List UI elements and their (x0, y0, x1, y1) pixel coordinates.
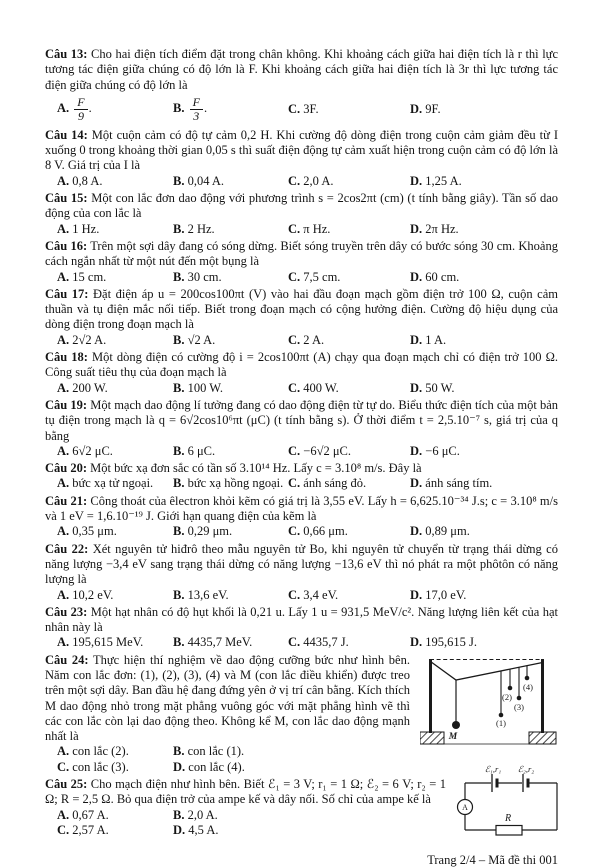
option-text: √2 A. (187, 332, 216, 347)
options-row (45, 444, 558, 459)
question-label: Câu 18: (45, 350, 88, 365)
option-key: C. (288, 524, 301, 539)
option-text: 200 W. (72, 380, 108, 395)
pendulum-4-label: (4) (523, 681, 533, 692)
option-text: con lắc (1). (187, 744, 245, 759)
question-label: Câu 23: (45, 604, 88, 619)
question-body: Một hạt nhân có độ hụt khối là 0,21 u. Lấy 1 u = 931,5 MeV/c². Năng lượng liên kết của hạt nhân này là (45, 604, 558, 635)
question-label: Câu 15: (45, 191, 88, 206)
option-d (410, 333, 558, 348)
option-key: B. (173, 221, 185, 236)
question-17 (45, 287, 558, 348)
option-c (288, 588, 410, 603)
options-row (45, 222, 558, 237)
option-key: B. (173, 587, 185, 602)
pendulum-M-label: M (448, 731, 458, 742)
question-body: Một con lắc đơn dao động với phương trình s = 2cos2πt (cm) (t tính bằng giây). Tần số dao động của con lắc là (45, 191, 558, 221)
question-label: Câu 21: (45, 493, 88, 508)
right-ground-block (529, 732, 556, 744)
option-key: B. (173, 524, 185, 539)
battery-2 (523, 774, 528, 792)
options-row (45, 174, 558, 189)
question-text (45, 128, 558, 174)
option-key: D. (410, 587, 423, 602)
pendulum-3-label: (3) (514, 701, 524, 712)
option-d (410, 381, 558, 396)
option-text: 30 cm. (187, 269, 222, 284)
option-b (173, 444, 288, 459)
option-key: D. (410, 380, 423, 395)
option-b (173, 476, 288, 491)
pendulum-experiment-figure (420, 654, 560, 749)
question-22 (45, 542, 558, 603)
option-c (288, 381, 410, 396)
option-key: B. (173, 101, 185, 116)
option-b (173, 588, 288, 603)
question-label: Câu 20: (45, 461, 88, 476)
option-text: 13,6 eV. (187, 587, 229, 602)
option-b (173, 270, 288, 285)
option-text: 1,25 A. (425, 173, 462, 188)
option-d (173, 823, 343, 838)
option-text: 60 cm. (425, 269, 460, 284)
option-text: 2,0 A. (187, 807, 218, 822)
option-text: ánh sáng tím. (425, 476, 493, 491)
question-body: Một mạch dao động lí tưởng đang có dao động điện từ tự do. Biểu thức điện tích của một bản tụ điện trong mạch là q = 6√2cos10⁶πt (μC) (t tính bằng s). Ở thời điểm t = 2,5.10⁻⁷ s, giá trị của q bằng (45, 397, 558, 443)
question-20 (45, 461, 558, 492)
question-text (45, 542, 558, 588)
option-a (57, 635, 173, 650)
options-row (45, 476, 558, 491)
option-suffix: . (203, 101, 208, 116)
option-text: con lắc (4). (188, 759, 245, 774)
pendulum-1-label: (1) (496, 717, 506, 728)
question-text (45, 494, 558, 525)
source1-label: ℰ₁,r₁ (484, 764, 502, 775)
option-b (173, 744, 343, 759)
fraction (74, 96, 87, 123)
question-body: Một bức xạ đơn sắc có tần số 3.10¹⁴ Hz. Lấy c = 3.10⁸ m/s. Đây là (90, 461, 422, 476)
option-text: 15 cm. (72, 269, 107, 284)
option-b (173, 381, 288, 396)
question-text (45, 239, 558, 270)
options-row (45, 93, 558, 126)
option-c (288, 222, 410, 237)
question-text (45, 47, 558, 93)
option-key: A. (57, 443, 70, 458)
option-text: 0,66 μm. (303, 524, 348, 539)
option-key: B. (173, 476, 185, 491)
option-key: D. (410, 101, 423, 116)
option-a (57, 270, 173, 285)
option-key: D. (410, 476, 423, 491)
option-a (57, 444, 173, 459)
option-key: C. (288, 221, 301, 236)
option-text: 2√2 A. (72, 332, 107, 347)
option-text: 7,5 cm. (303, 269, 341, 284)
option-a (57, 588, 173, 603)
option-d (410, 444, 558, 459)
option-text: 2 A. (303, 332, 325, 347)
option-c (288, 333, 410, 348)
page-footer: Trang 2/4 – Mã đề thi 001 (427, 853, 558, 868)
question-text (45, 461, 558, 476)
option-key: A. (57, 807, 70, 822)
option-b (173, 222, 288, 237)
option-d (173, 760, 343, 775)
option-text: 1 Hz. (72, 221, 100, 236)
option-key: D. (173, 759, 186, 774)
pendulum-4-bob (525, 675, 530, 680)
option-c (57, 760, 173, 775)
option-suffix: . (88, 101, 92, 116)
fraction-numerator: F (190, 96, 203, 110)
option-text: 4435,7 J. (303, 635, 349, 650)
option-key: A. (57, 635, 70, 650)
option-a (57, 381, 173, 396)
option-key: C. (288, 476, 301, 491)
option-text: 0,29 μm. (187, 524, 233, 539)
option-c (288, 524, 410, 539)
option-c (288, 102, 410, 117)
question-body: Trên một sợi dây đang có sóng dừng. Biết sóng truyền trên dây có bước sóng 30 cm. Khoảng cách ngắn nhất từ một nút đến một bụng là (45, 238, 558, 269)
question-label: Câu 24: (45, 652, 89, 667)
option-text: con lắc (2). (72, 744, 129, 759)
option-a (57, 222, 173, 237)
option-a (57, 808, 173, 823)
question-24 (45, 653, 558, 775)
fraction-denominator: 9 (77, 109, 84, 124)
option-c (288, 270, 410, 285)
option-text: 0,35 μm. (72, 524, 117, 539)
option-key: C. (57, 822, 70, 837)
pendulum-M (452, 680, 460, 729)
option-text: π Hz. (303, 221, 331, 236)
option-key: B. (173, 635, 185, 650)
option-a (57, 524, 173, 539)
option-key: A. (57, 380, 70, 395)
option-key: A. (57, 269, 70, 284)
option-key: B. (173, 443, 185, 458)
option-c (288, 476, 410, 491)
option-text: 195,615 MeV. (72, 635, 144, 650)
option-key: A. (57, 173, 70, 188)
option-key: C. (288, 101, 301, 116)
option-key: B. (173, 744, 185, 759)
option-text: con lắc (3). (72, 759, 129, 774)
question-body: Cho hai điện tích điểm đặt trong chân không. Khi khoảng cách giữa hai điện tích là r thì lực tương tác điện giữa chúng có độ lớn là F. Khi khoảng cách giữa hai điện tích là 3r thì lực tương tác điện giữa chúng có độ lớn là (45, 47, 558, 92)
option-key: B. (173, 173, 185, 188)
fraction-numerator: F (74, 96, 87, 110)
pendulum-2-bob (508, 685, 513, 690)
question-body: Cho mạch điện như hình bên. Biết ℰ₁ = 3 V; r₁ = 1 Ω; ℰ₂ = 6 V; r₂ = 1 Ω; R = 2,5 Ω. Bỏ qua điện trở của ampe kế và dây nối. Số chỉ của ampe kế là (45, 777, 446, 807)
option-key: B. (173, 332, 185, 347)
option-d (410, 524, 558, 539)
options-row (45, 270, 558, 285)
option-key: A. (57, 524, 70, 539)
option-key: C. (288, 635, 301, 650)
pendulum-2-label: (2) (502, 691, 512, 702)
option-b (173, 174, 288, 189)
option-key: B. (173, 380, 185, 395)
option-d (410, 635, 558, 650)
question-13 (45, 47, 558, 126)
option-text: 1 A. (425, 332, 447, 347)
option-text: 2 Hz. (187, 221, 215, 236)
option-a (57, 333, 173, 348)
option-key: C. (288, 380, 301, 395)
option-key: D. (410, 635, 423, 650)
option-text: 2,57 A. (72, 822, 109, 837)
option-text: 4435,7 MeV. (187, 635, 253, 650)
question-body: Đặt điện áp u = 200cos100πt (V) vào hai đầu đoạn mạch gồm điện trở 100 Ω, cuộn cảm thuần và tụ điện mắc nối tiếp. Biết trong đoạn mạch có cộng hưởng điện. Cường độ hiệu dụng của dòng điện trong đoạn mạch là (45, 286, 558, 332)
option-d (410, 588, 558, 603)
option-key: A. (57, 476, 70, 491)
question-label: Câu 25: (45, 777, 88, 792)
option-d (410, 476, 558, 491)
option-b (173, 95, 288, 123)
option-a (57, 95, 173, 123)
option-key: C. (288, 332, 301, 347)
option-text: bức xạ tử ngoại. (72, 476, 154, 491)
pendulum-4 (525, 665, 530, 680)
question-body: Thực hiện thí nghiệm về dao động cưỡng bức như hình bên. Năm con lắc đơn: (1), (2), (3), (4) và M (con lắc điều khiển) được treo trên một sợi dây. Ban đầu hệ đang đứng yên ở vị trí cân bằng. Kích thích M dao động nhỏ trong mặt phẳng vuông góc với mặt phẳng hình vẽ thì các con lắc còn lại dao động theo. Không kể M, con lắc dao động mạnh nhất là (45, 652, 410, 744)
pendulum-3 (517, 667, 522, 700)
option-text: 10,2 eV. (72, 587, 114, 602)
question-text (45, 287, 558, 333)
options-row (45, 381, 558, 396)
question-14 (45, 128, 558, 189)
question-label: Câu 14: (45, 127, 88, 142)
pendulum-3-bob (517, 695, 522, 700)
question-18 (45, 350, 558, 396)
option-d (410, 174, 558, 189)
option-d (410, 270, 558, 285)
option-a (57, 744, 173, 759)
option-c (57, 823, 173, 838)
battery-1 (492, 774, 497, 792)
pendulum-1-bob (499, 712, 504, 717)
option-b (173, 808, 343, 823)
option-text: −6√2 μC. (303, 443, 351, 458)
option-text: 2,0 A. (303, 173, 334, 188)
option-text: 2π Hz. (425, 221, 459, 236)
option-c (288, 174, 410, 189)
option-key: B. (173, 807, 185, 822)
option-key: C. (288, 587, 301, 602)
option-b (173, 333, 288, 348)
option-key: D. (410, 173, 423, 188)
option-key: D. (173, 822, 186, 837)
question-21 (45, 494, 558, 540)
option-text: 400 W. (303, 380, 339, 395)
resistor (496, 826, 522, 836)
option-text: 3,4 eV. (303, 587, 339, 602)
option-key: A. (57, 332, 70, 347)
option-text: 3F. (303, 101, 319, 116)
option-key: A. (57, 744, 70, 759)
question-body: Xét nguyên tử hiđrô theo mẫu nguyên tử Bo, khi nguyên tử chuyển từ trạng thái dừng có năng lượng −3,4 eV sang trạng thái dừng có năng lượng −13,6 eV thì nó phát ra một phôtôn có năng lượng là (45, 541, 558, 587)
option-text: 17,0 eV. (425, 587, 467, 602)
option-key: D. (410, 332, 423, 347)
option-b (173, 524, 288, 539)
option-c (288, 444, 410, 459)
option-text: 6 μC. (187, 443, 216, 458)
question-text (45, 605, 558, 636)
option-c (288, 635, 410, 650)
question-label: Câu 22: (45, 541, 89, 556)
option-text: 9F. (425, 101, 441, 116)
question-body: Một dòng điện có cường độ i = 2cos100πt (A) chạy qua đoạn mạch chỉ có điện trở 100 Ω. Công suất tiêu thụ của đoạn mạch là (45, 350, 558, 380)
fraction-denominator: 3 (193, 109, 200, 124)
option-a (57, 476, 173, 491)
question-16 (45, 239, 558, 285)
question-text (45, 191, 558, 222)
option-b (173, 635, 288, 650)
option-d (410, 102, 558, 117)
question-body: Công thoát của êlectron khỏi kẽm có giá trị là 3,55 eV. Lấy h = 6,625.10⁻³⁴ J.s; c = 3.10⁸ m/s và 1 eV = 1,6.10⁻¹⁹ J. Giới hạn quang điện của kẽm là (45, 493, 558, 524)
question-label: Câu 19: (45, 397, 88, 412)
fraction (190, 96, 203, 123)
option-text: ánh sáng đỏ. (303, 476, 367, 491)
option-key: C. (288, 269, 301, 284)
question-23 (45, 605, 558, 651)
options-row (45, 333, 558, 348)
options-row (45, 524, 558, 539)
option-d (410, 222, 558, 237)
option-key: D. (410, 443, 423, 458)
option-text: 0,89 μm. (425, 524, 470, 539)
option-key: C. (288, 173, 301, 188)
option-text: 50 W. (425, 380, 455, 395)
question-text (45, 398, 558, 444)
option-text: 195,615 J. (425, 635, 478, 650)
option-key: D. (410, 524, 423, 539)
question-body: Một cuộn cảm có độ tự cảm 0,2 H. Khi cường độ dòng điện trong cuộn cảm giảm đều từ I xuống 0 trong khoảng thời gian 0,05 s thì suất điện động tự cảm xuất hiện trong cuộn cảm có độ lớn là 8 V. Giá trị của I là (45, 127, 558, 173)
question-text (45, 350, 558, 381)
pendulum-M-bob (452, 721, 460, 729)
left-ground-block (420, 732, 444, 744)
question-15 (45, 191, 558, 237)
option-a (57, 174, 173, 189)
resistor-label: R (504, 813, 512, 825)
option-key: A. (57, 101, 70, 116)
question-label: Câu 13: (45, 47, 88, 61)
pendulum-2 (508, 669, 513, 690)
option-text: 0,04 A. (187, 173, 225, 188)
option-text: 4,5 A. (188, 822, 219, 837)
source2-label: ℰ₂,r₂ (517, 764, 535, 775)
question-19 (45, 398, 558, 459)
option-key: D. (410, 269, 423, 284)
option-key: C. (57, 759, 70, 774)
option-text: 6√2 μC. (72, 443, 113, 458)
circuit-figure (452, 761, 566, 846)
option-text: 0,67 A. (72, 807, 109, 822)
option-key: A. (57, 221, 70, 236)
question-label: Câu 17: (45, 286, 89, 301)
option-text: 0,8 A. (72, 173, 103, 188)
option-key: D. (410, 221, 423, 236)
option-text: −6 μC. (425, 443, 460, 458)
question-label: Câu 16: (45, 238, 88, 253)
option-text: bức xạ hồng ngoại. (187, 476, 284, 491)
options-row (45, 635, 558, 650)
option-text: 100 W. (187, 380, 224, 395)
ammeter-label: A (462, 803, 468, 813)
option-key: A. (57, 587, 70, 602)
options-row (45, 588, 558, 603)
option-key: C. (288, 443, 301, 458)
option-key: B. (173, 269, 185, 284)
